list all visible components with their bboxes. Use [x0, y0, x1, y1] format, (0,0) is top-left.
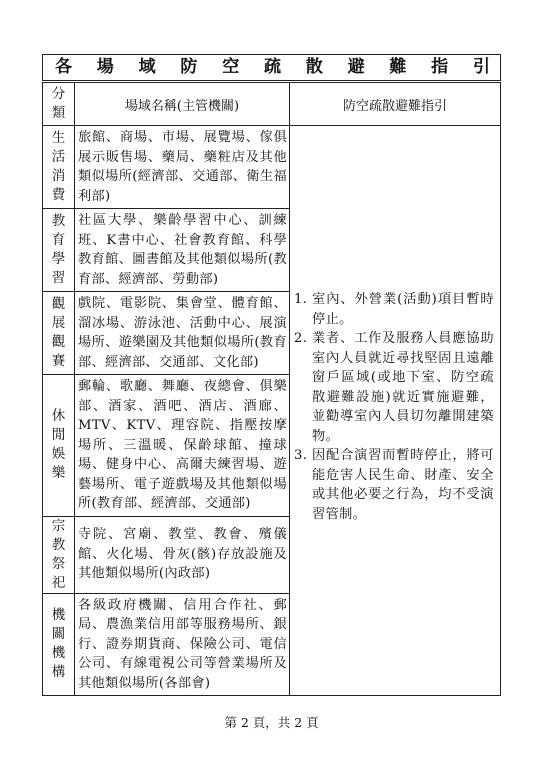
category-label: 教育學習	[51, 213, 66, 286]
table-row	[43, 126, 501, 209]
title-char: 引	[472, 57, 490, 77]
title-char: 空	[222, 57, 240, 77]
guideline-text: 因配合演習而暫時停止，將可能危害人民生命、財產、安全或其他必要之行為，均不受演習管制。	[312, 448, 494, 522]
guideline-text: 室內、外營業(活動)項目暫時停止。	[312, 292, 494, 327]
venue-list: 社區大學、樂齡學習中心、訓練班、K書中心、社會教育館、科學教育館、圖書館及其他類似場所(教育部、經濟部、勞動部)	[75, 209, 290, 292]
guideline-list	[290, 290, 500, 524]
guideline-number: 3.	[294, 448, 308, 463]
title-char: 場	[96, 57, 114, 77]
venue-list: 各級政府機關、信用合作社、郵局、農漁業信用部等服務場所、銀行、證券期貨商、保險公司、電信公司、有線電視公司等營業場所及其他類似場所(各部會)	[75, 593, 290, 696]
category-label: 生活消費	[51, 130, 66, 203]
category-label: 宗教祭祀	[51, 517, 66, 591]
title-char: 指	[431, 57, 449, 77]
guideline-cell	[290, 126, 501, 696]
title-char: 避	[347, 57, 365, 77]
header-category: 分類	[51, 86, 66, 121]
title-char: 各	[55, 57, 72, 77]
category-cell	[43, 593, 75, 696]
guideline-number: 2.	[294, 331, 308, 346]
guideline-item	[294, 329, 494, 446]
venue-list: 旅館、商場、市場、展覽場、傢俱展示販售場、藥局、藥粧店及其他類似場所(經濟部、交通部、衛生福利部)	[75, 126, 290, 209]
venue-list: 郵輪、歌廳、舞廳、夜總會、俱樂部、酒家、酒吧、酒店、酒廊、MTV、KTV、理容院、指壓按摩場所、三溫暖、保齡球館、撞球場、健身中心、高爾夫練習場、遊藝場所、電子遊戲場及其他類似場所(教育部、經濟部、交通部)	[75, 375, 290, 517]
category-label: 觀展觀賽	[51, 296, 66, 369]
title-char: 散	[305, 57, 323, 77]
category-cell	[43, 126, 75, 209]
venue-list: 戲院、電影院、集會堂、體育館、溜冰場、游泳池、活動中心、展演場所、遊樂園及其他類似場所(教育部、經濟部、交通部、文化部)	[75, 292, 290, 375]
category-label: 機關機構	[51, 607, 66, 681]
guideline-item	[294, 446, 494, 524]
table-title	[43, 55, 500, 80]
page-footer: 第 2 頁，共 2 頁	[224, 715, 319, 730]
guideline-item	[294, 290, 494, 329]
table-title-cell	[43, 55, 501, 82]
category-cell	[43, 375, 75, 517]
header-category-cell	[43, 82, 75, 126]
header-venue: 場域名稱(主管機關)	[75, 82, 290, 126]
header-guide: 防空疏散避難指引	[290, 82, 501, 126]
venue-list: 寺院、宮廟、教堂、教會、殯儀館、火化場、骨灰(骸)存放設施及其他類似場所(內政部)	[75, 516, 290, 593]
title-char: 難	[389, 57, 407, 77]
title-char: 疏	[263, 57, 281, 77]
title-char: 域	[138, 57, 156, 77]
category-cell	[43, 209, 75, 292]
title-char: 防	[180, 57, 198, 77]
guideline-text: 業者、工作及服務人員應協助室內人員就近尋找堅固且遠離窗戶區域(或地下室、防空疏散避難設施)就近實施避難，並勸導室內人員切勿離開建築物。	[312, 331, 494, 444]
category-label: 休閒娛樂	[51, 408, 66, 482]
category-cell	[43, 292, 75, 375]
evacuation-guide-table	[42, 54, 501, 696]
category-cell	[43, 516, 75, 593]
guideline-number: 1.	[294, 292, 308, 307]
